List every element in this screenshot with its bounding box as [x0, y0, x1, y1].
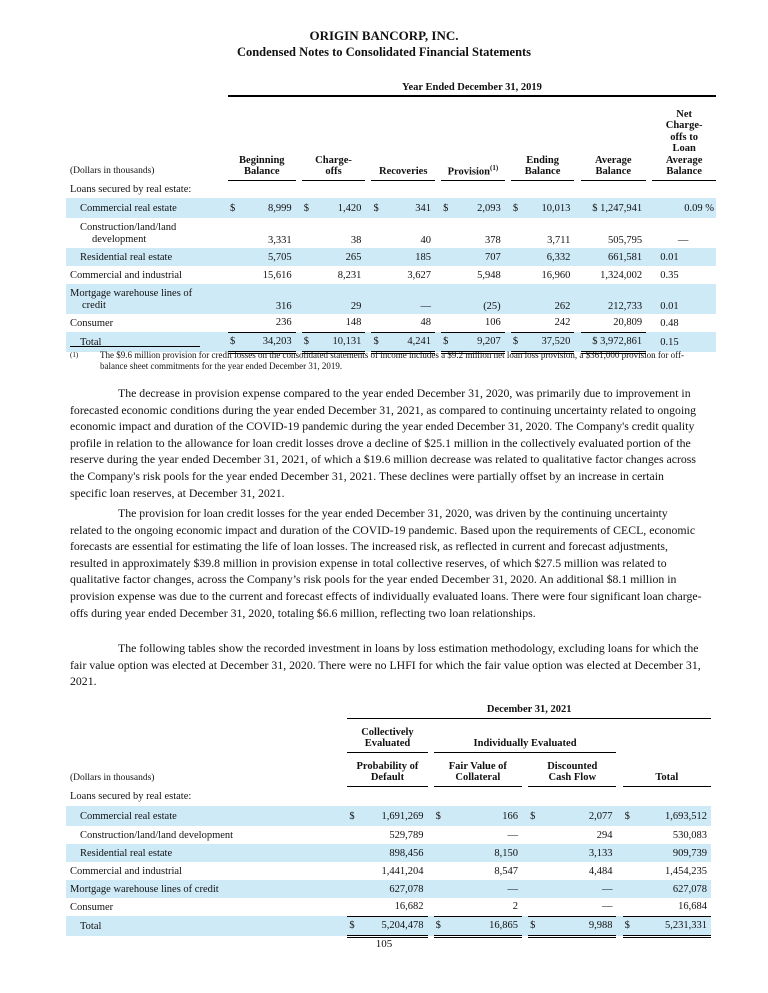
col-average-balance: Average Balance	[581, 96, 647, 180]
col-total: Total	[623, 752, 711, 786]
company-name: ORIGIN BANCORP, INC.	[309, 28, 459, 43]
col-beginning-balance: Beginning Balance	[228, 96, 296, 180]
table-row: Commercial and industrial 1,441,204 8,547 4,484 1,454,235	[70, 865, 707, 877]
table-row: Residential real estate 5,705 265 185 707 6,332 661,581 0.01	[66, 248, 716, 266]
table-row: Mortgage warehouse lines of credit 627,078 — — 627,078	[66, 880, 711, 898]
period-header: Year Ended December 31, 2019	[228, 76, 716, 96]
section-label: Loans secured by real estate:	[70, 790, 192, 802]
period-header: December 31, 2021	[347, 700, 711, 718]
table-row: Residential real estate 898,456 8,150 3,133 909,739	[66, 844, 711, 862]
table-row: Commercial real estate $ 1,691,269 $ 166 $ 2,077 $ 1,693,512	[66, 806, 711, 826]
paragraph-provision-decrease: The decrease in provision expense compared to the year ended December 31, 2020, was primarily due to improvement in forecasted economic conditions during the year ended December 31, 2021, as compared to continuing uncertainty related to ongoing economic impact and duration of the COVID-19 pandemic during the year ended December 31, 2020. The Company's credit quality profile in relation to the allowance for loan credit losses drove a decline of $25.1 million in the collectively evaluated portion of the reserve during the year ended December 31, 2021, of which a $19.6 million decrease was related to qualitative factor changes across the Company's risk pools for the year ended December 31, 2021. These declines were partially offset by an increase in certain specific loan reserves, at December 31, 2021.	[70, 386, 697, 500]
table-row: Commercial real estate $ 8,999 $ 1,420 $ 341 $ 2,093 $ 10,013 $ 1,247,941 0.09 %	[66, 198, 716, 218]
table-row: Consumer 236 148 48 106 242 20,809 0.48	[66, 314, 716, 332]
paragraph-following-tables: The following tables show the recorded investment in loans by loss estimation methodology, excluding loans for which the fair value option was elected at December 31, 2020. There were no LHFI for which the fair value option was elected at December 31, 2021.	[70, 641, 701, 689]
table-row: Construction/land/land development 3,331 38 40 378 3,711 505,795 —	[80, 222, 689, 246]
col-recoveries: Recoveries	[371, 96, 435, 180]
group-collectively-evaluated: Collectively Evaluated	[347, 718, 427, 752]
table-row: Consumer 16,682 2 — 16,684	[66, 898, 711, 916]
units-label: (Dollars in thousands)	[70, 166, 155, 176]
section-label: Loans secured by real estate:	[70, 183, 192, 195]
loans-by-methodology-table	[66, 700, 711, 938]
col-net-chargeoff-ratio: Net Charge- offs to Loan Average Balance	[652, 96, 716, 180]
paragraph-provision-2020: The provision for loan credit losses for the year ended December 31, 2020, was driven by the continuing uncertainty related to the ongoing economic impact and duration of the COVID-19 pandemic. Based upon the requirements of CECL, economic forecasts are essential for estimating the life of loan losses. The increased risk, as reflected in current and forecast adjustments, resulted in approximately $39.8 million in provision expense in total collective reserves, of which $27.5 million was related to qualitative factor changes, across the Company’s risk pools for the year ended December 31, 2020. An additional $8.1 million in provision expense was due to the current and forecast effects of individually evaluated loans. There were four significant loan charge-offs during year ended December 31, 2020, totaling $6.6 million, reflecting two loan relationships.	[70, 506, 702, 620]
table-row: Commercial and industrial 15,616 8,231 3,627 5,948 16,960 1,324,002 0.35	[70, 269, 679, 281]
col-provision: Provision$^{(1)}$	[441, 96, 505, 180]
page-number: 105	[375, 938, 393, 950]
table-row-total: Total $ 34,203 $ 10,131 $ 4,241 $ 9,207 $ 37,520 $ 3,972,861 0.15	[66, 332, 716, 352]
table-row-total: Total $ 5,204,478 $ 16,865 $ 9,988 $ 5,231,331	[66, 916, 711, 936]
allowance-rollforward-table	[66, 76, 716, 354]
col-charge-offs: Charge- offs	[302, 96, 366, 180]
col-discounted-cash-flow: Discounted Cash Flow	[528, 752, 616, 786]
footnote	[70, 350, 710, 372]
table-row: Mortgage warehouse lines of credit 316 29 — (25) 262 212,733 0.01	[66, 284, 716, 314]
table-row: Construction/land/land development 529,789 — 294 530,083	[80, 829, 707, 841]
col-probability-of-default: Probability of Default	[347, 752, 427, 786]
group-individually-evaluated: Individually Evaluated	[434, 718, 617, 752]
footnote-divider	[70, 346, 200, 347]
col-ending-balance: Ending Balance	[511, 96, 575, 180]
footnote-marker: (1)	[70, 351, 79, 359]
col-fair-value-collateral: Fair Value of Collateral	[434, 752, 522, 786]
footnote-text: The $9.6 million provision for credit losses on the consolidated statements of income includes a $9.2 million net loan loss provision, a $361,000 provision for off-balance sheet commitments for the year ended December 31, 2019.	[100, 350, 684, 371]
document-subtitle: Condensed Notes to Consolidated Financial Statements	[236, 45, 532, 59]
units-label: (Dollars in thousands)	[70, 773, 155, 783]
